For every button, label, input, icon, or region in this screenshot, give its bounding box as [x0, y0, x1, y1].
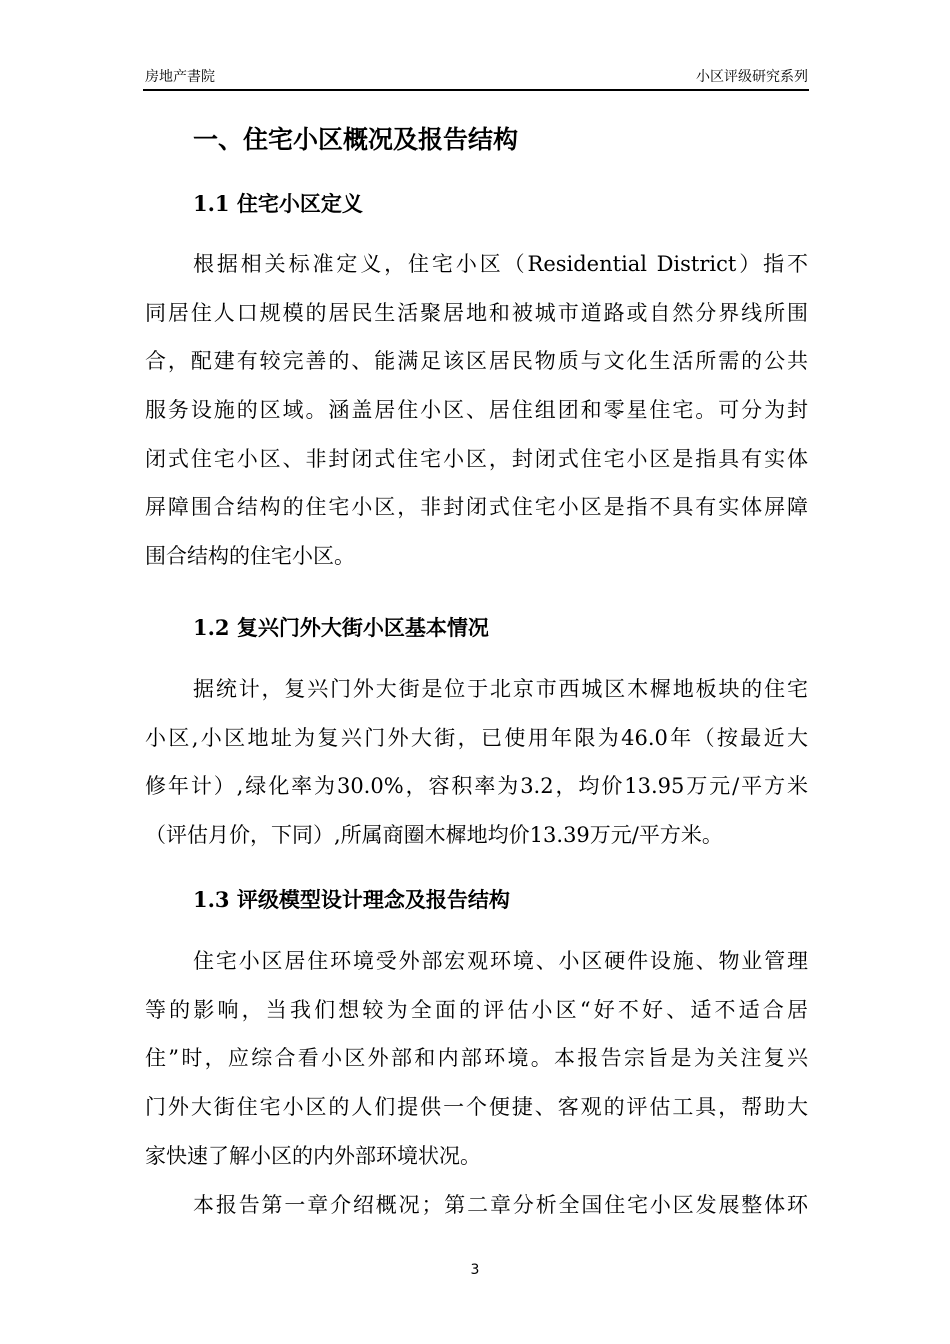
- text-line: 服务设施的区域。涵盖居住小区、居住组团和零星住宅。可分为封: [145, 398, 808, 423]
- text-line: 同居住人口规模的居民生活聚居地和被城市道路或自然分界线所围: [145, 300, 808, 325]
- header-left: 房地产書院: [145, 69, 215, 85]
- text-line: 合，配建有较完善的、能满足该区居民物质与文化生活所需的公共: [145, 349, 808, 374]
- chapter-title: 一、住宅小区概况及报告结构: [193, 125, 519, 154]
- section-title: 1.3 评级模型设计理念及报告结构: [193, 887, 510, 912]
- paragraph: [145, 240, 808, 581]
- text-line: 门外大街住宅小区的人们提供一个便捷、客观的评估工具，帮助大: [145, 1095, 808, 1120]
- section-title: 1.2 复兴门外大街小区基本情况: [193, 615, 489, 640]
- paragraph: [145, 665, 808, 860]
- text-line: 住宅小区居住环境受外部宏观环境、小区硬件设施、物业管理: [193, 949, 808, 973]
- text-line: 等的影响，当我们想较为全面的评估小区“好不好、适不适合居: [145, 997, 808, 1022]
- text-line: 本报告第一章介绍概况；第二章分析全国住宅小区发展整体环: [193, 1193, 808, 1217]
- text-line: 屏障围合结构的住宅小区，非封闭式住宅小区是指不具有实体屏障: [145, 495, 808, 520]
- text-line: 修年计）,绿化率为30.0%，容积率为3.2，均价13.95万元/平方米: [145, 774, 808, 799]
- header-rule: [143, 89, 809, 91]
- text-line: 据统计，复兴门外大街是位于北京市西城区木樨地板块的住宅: [193, 677, 808, 701]
- text-line: 家快速了解小区的内外部环境状况。: [145, 1143, 481, 1168]
- header-right: 小区评级研究系列: [696, 69, 808, 85]
- text-line: 闭式住宅小区、非封闭式住宅小区，封闭式住宅小区是指具有实体: [145, 446, 808, 471]
- text-line: 围合结构的住宅小区。: [145, 544, 355, 569]
- paragraph: [145, 937, 808, 1180]
- paragraph: [145, 1181, 808, 1230]
- text-line: 住”时，应综合看小区外部和内部环境。本报告宗旨是为关注复兴: [145, 1046, 808, 1071]
- section-title: 1.1 住宅小区定义: [193, 191, 363, 216]
- text-line: （评估月价，下同）,所属商圈木樨地均价13.39万元/平方米。: [145, 823, 723, 848]
- page-number: 3: [470, 1262, 480, 1278]
- text-line: 小区,小区地址为复兴门外大街，已使用年限为46.0年（按最近大: [145, 725, 808, 750]
- text-line: 根据相关标准定义，住宅小区（Residential District）指不: [193, 252, 808, 276]
